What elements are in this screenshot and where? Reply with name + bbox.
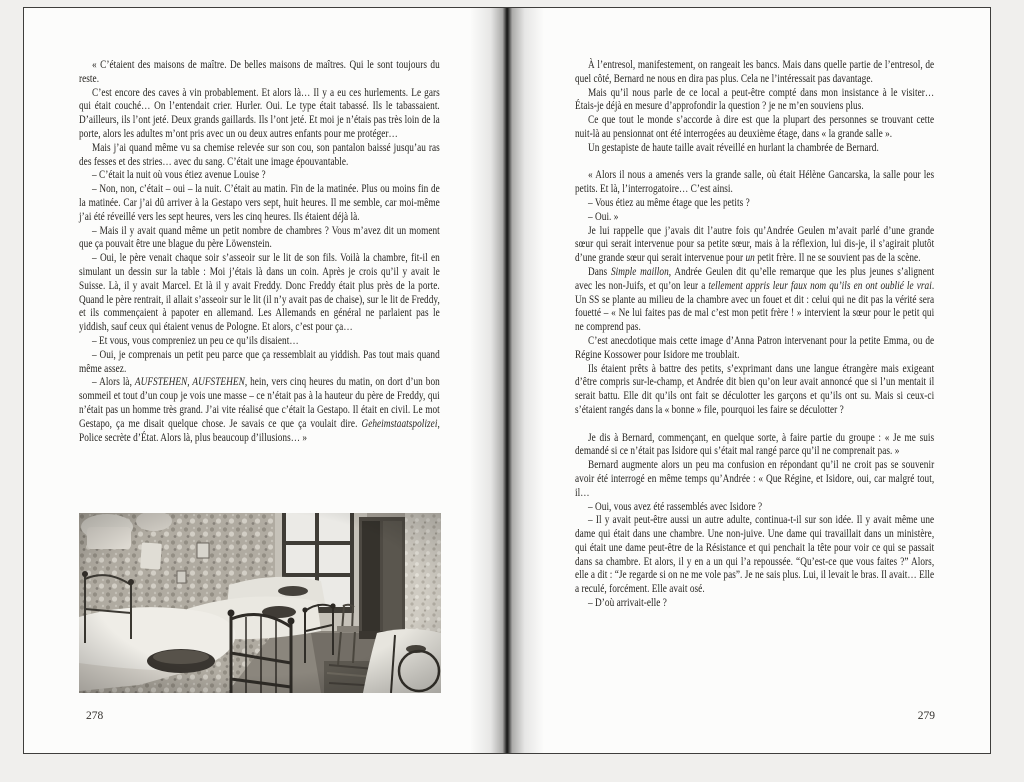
- paragraph: Mais j’ai quand même vu sa chemise relevée sur son cou, son pantalon baissé jusqu’au ras des fesses et des stries… avec du sang. C’était une image épouvantable.: [79, 140, 440, 168]
- paragraph: Dans Simple maillon, Andrée Geulen dit qu’elle remarque que les plus jeunes s’alignent avec les non-Juifs, et qu’on leur a tellement appris leur faux nom qu’ils en ont oublié le vrai. Un SS se plante au milieu de la chambre avec un fouet et dit : celui qui ne dit pas la vérité sera fouetté – « Ne lui faites pas de mal c’est mon petit frère ! » intervient la sœur pour le petit qui ne comprend pas.: [575, 264, 935, 334]
- page-number-right: 279: [917, 710, 935, 722]
- page-right: [507, 8, 990, 753]
- dormitory-photo: [79, 513, 441, 693]
- paragraph: À l’entresol, manifestement, on rangeait les bancs. Mais dans quelle partie de l’entresol, de quel côté, Bernard ne nous en dira pas plus. Cela ne l’intéressait pas davantage.: [575, 58, 935, 85]
- paragraph: – Oui, vous avez été rassemblés avec Isidore ?: [587, 499, 763, 513]
- paragraph: Ils étaient prêts à battre des petits, s’exprimant dans une langue étrangère mais exigeant d’être compris sur-le-champ, et Andrée dit bien qu’on leur avait annoncé que si l’un mentait il serait battu. Elle dit qu’ils ont fait se déculotter les garçons et qu’ils ont su. Mais si ceux-ci s’étaient rangés dans la « bonne » file, pourquoi les faire se déculotter ?: [575, 361, 935, 416]
- page-left-text: [79, 58, 440, 444]
- paragraph: Mais qu’il nous parle de ce local a peut-être compté dans mon insistance à le visiter… Étais-je déjà en mesure d’approfondir la question ? je ne m’en souviens plus.: [575, 85, 935, 113]
- dormitory-photo-illustration: [79, 513, 441, 693]
- paragraph: – Alors là, AUFSTEHEN, AUFSTEHEN, hein, vers cinq heures du matin, on dort d’un bon sommeil et tout d’un coup je vois une masse – ce n’était pas à la hauteur du père de Freddy, qui n’était pas un homme très grand. J’ai vite réalisé que c’était la Gestapo. Il était en civil. Le mot Gestapo, ça me disait quelque chose. Je savais ce que ça voulait dire. Geheimstaatspolizei, Police secrète d’État. Alors là, plus beaucoup d’illusions… »: [79, 375, 440, 444]
- page-left: [24, 8, 507, 753]
- paragraph: – Oui, je comprenais un petit peu parce que ça ressemblait au yiddish. Pas tout mais quand même assez.: [79, 347, 440, 375]
- paragraph: – C’était la nuit où vous étiez avenue Louise ?: [91, 168, 266, 182]
- paragraph: – Mais il y avait quand même un petit nombre de chambres ? Vous m’avez dit un moment que ça pouvait être une blague du père Löwenstein.: [79, 223, 440, 251]
- paragraph: « Alors il nous a amenés vers la grande salle, où était Hélène Gancarska, la salle pour les petits. Et là, l’interrogatoire… C’est ainsi.: [575, 168, 935, 196]
- paragraph: – Et vous, vous compreniez un peu ce qu’ils disaient…: [91, 333, 299, 347]
- paragraph: – D’où arrivait-elle ?: [587, 596, 667, 610]
- paragraph: – Il y avait peut-être aussi un autre adulte, continua-t-il sur son idée. Il y avait même une dame qui était dans une chambre. Une non-juive. Une dame qui travaillait dans un ministère, qui était une dame peut-être de la Résistance et qui penchait la tête pour voir ce qui se passait dans sa chambre. Et alors, il y en a un qui l’a repoussée. “Qu’est-ce que vous faites ?” Alors, elle a dit : “Je regarde si on ne me vole pas”. Je ne sais plus. Lui, il levait le bras. Il avait… Elle a reculé, forcément. Elle avait osé.: [575, 513, 935, 596]
- paragraph: – Vous étiez au même étage que les petits ?: [587, 195, 750, 209]
- paragraph: Je dis à Bernard, commençant, en quelque sorte, à faire partie du groupe : « Je me suis demandé si ce n’était pas Isidore qui s’était mal rangé parce qu’il ne comprenait pas. »: [575, 430, 935, 458]
- paragraph: Ce que tout le monde s’accorde à dire est que la plupart des personnes se trouvant cette nuit-là au pensionnat ont été interrogées au deuxième étage, dans « la grande salle ».: [575, 113, 935, 140]
- page-number-left: 278: [86, 710, 104, 722]
- paragraph: C’est anecdotique mais cette image d’Anna Patron intervenant pour la petite Emma, ou de Régine Kossower pour Isidore me troublait.: [575, 333, 935, 361]
- paragraph: « C’étaient des maisons de maître. De belles maisons de maîtres. Qui le sont toujours du reste.: [79, 58, 440, 85]
- paragraph: C’est encore des caves à vin probablement. Et alors là… Il y a eu ces hurlements. Le gars qui était couché… On l’entendait crier. Hurler. Oui. Le type était tabassé. Ils le tabassaient. D’ailleurs, ils l’ont jeté. Deux grands gaillards. Ils l’ont jeté. Et moi je n’étais pas très loin de la porte, alors les adultes m’ont pris avec un ou deux autres enfants pour me protéger…: [79, 85, 440, 140]
- paragraph: – Oui, le père venait chaque soir s’asseoir sur le lit de son fils. Voilà la chambre, fit-il en simulant un dessin sur la table : Moi j’étais là dans un coin. Après je crois qu’il y avait le Suisse. Là, il y avait Marcel. Et là il y avait Freddy. Donc Freddy était plus près de la porte. Quand le père rentrait, il allait s’asseoir sur le lit (il n’y avait pas de chaise), sur le lit de Freddy, et ils commençaient à papoter en allemand. Les Allemands en général ne parlaient pas le yiddish, sauf ceux qui étaient venus de Pologne. Et alors, c’est pour ça…: [79, 251, 440, 334]
- page-right-text: [575, 58, 934, 610]
- paragraph: – Oui. »: [587, 209, 619, 223]
- paragraph: Je lui rappelle que j’avais dit l’autre fois qu’Andrée Geulen m’avait parlé d’une grande sœur qui serait intervenue pour sa petite sœur, mais à la réflexion, lui dis-je, il s’agirait plutôt d’une grande sœur qui serait intervenue pour un petit frère. Il ne se souvient pas de la scène.: [575, 223, 935, 265]
- paragraph: Un gestapiste de haute taille avait réveillé en hurlant la chambrée de Bernard.: [587, 140, 879, 154]
- paragraph: – Non, non, c’était – oui – la nuit. C’était au matin. Fin de la matinée. Plus ou moins fin de la matinée. Car j’ai dû arriver à la Gestapo vers sept, huit heures. Il me semble, car moi-même j’ai été réveillé vers les sept heures, vers les cinq heures. Ils étaient déjà là.: [79, 182, 440, 223]
- book-spread: [23, 7, 991, 754]
- paragraph: Bernard augmente alors un peu ma confusion en répondant qu’il ne croit pas se souvenir avoir été interrogé en même temps qu’Andrée : « Que Régine, et Isidore, oui, car malgré tout, il…: [575, 458, 935, 499]
